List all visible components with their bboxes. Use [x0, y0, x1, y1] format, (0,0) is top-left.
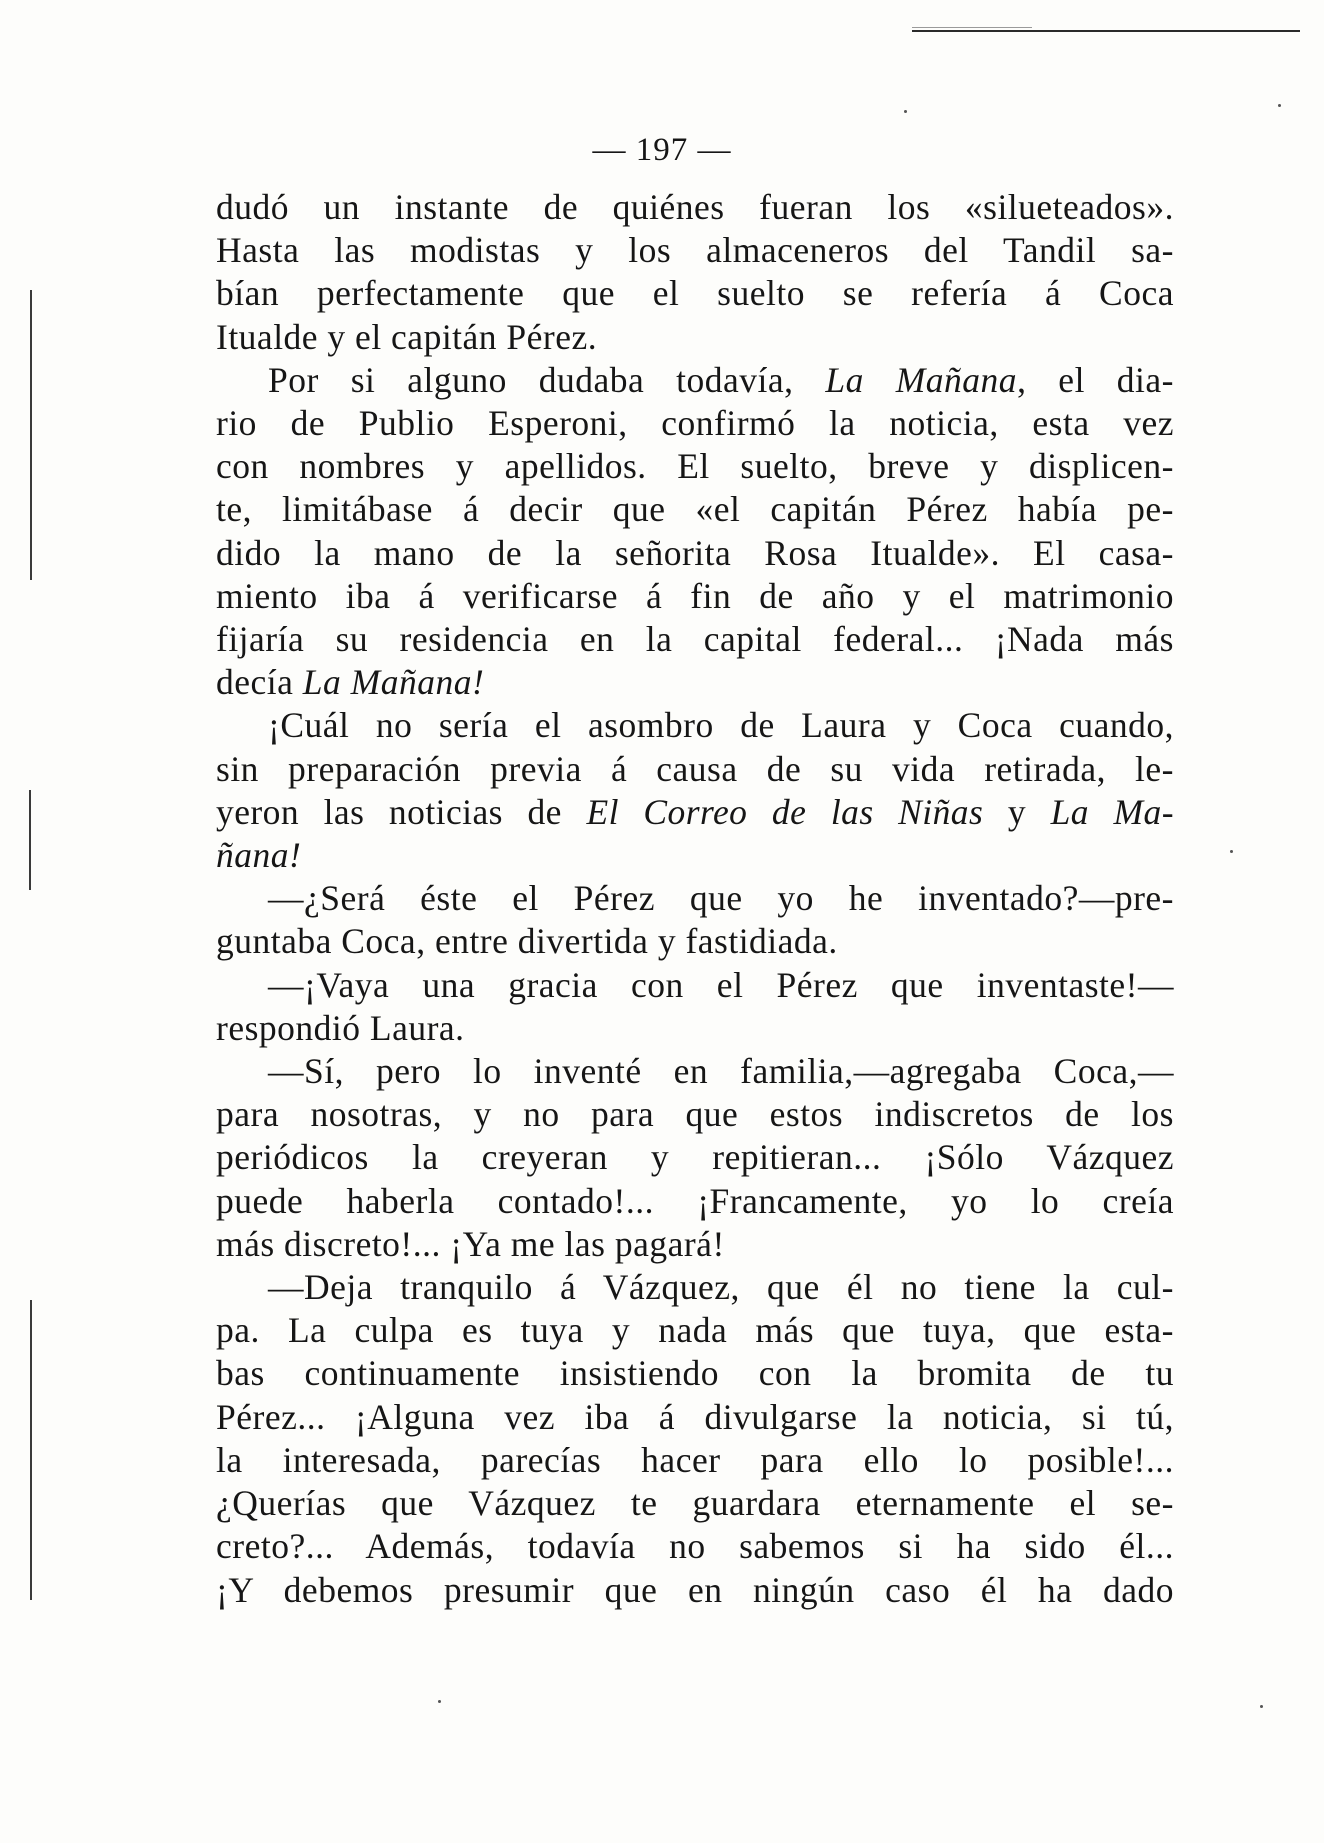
- newspaper-title: El Correo de las Niñas: [586, 791, 984, 832]
- speck: [1230, 850, 1233, 853]
- speck: [1278, 104, 1281, 107]
- text-line: dido la mano de la señorita Rosa Itualde». El casa-: [216, 532, 1174, 573]
- newspaper-title: La Mañana!: [302, 662, 485, 703]
- text-line: periódicos la creyeran y repitieran... ¡Sólo Vázquez: [216, 1137, 1174, 1178]
- text-line: [216, 359, 1174, 402]
- speck: [438, 1700, 441, 1703]
- text-line: Pérez... ¡Alguna vez iba á divulgarse la noticia, si tú,: [216, 1396, 1174, 1437]
- text-run: Por si alguno dudaba todavía,: [268, 359, 826, 400]
- text-line: más discreto!... ¡Ya me las pagará!: [216, 1223, 725, 1264]
- text-line: respondió Laura.: [216, 1007, 465, 1048]
- newspaper-title: La Mañana: [825, 359, 1018, 400]
- top-rule-thin: [912, 27, 1032, 28]
- text-line: Itualde y el capitán Pérez.: [216, 316, 598, 357]
- text-run: y: [983, 791, 1051, 832]
- text-line: te, limitábase á decir que «el capitán Pérez había pe-: [216, 489, 1174, 530]
- text-line: sin preparación previa á causa de su vida retirada, le-: [216, 748, 1174, 789]
- speck: [1260, 1705, 1263, 1708]
- text-line: con nombres y apellidos. El suelto, breve y displicen-: [216, 446, 1174, 487]
- text-line: ¡Cuál no sería el asombro de Laura y Coca cuando,: [268, 705, 1174, 746]
- text-line: ¿Querías que Vázquez te guardara eternamente el se-: [216, 1483, 1174, 1524]
- text-line: bían perfectamente que el suelto se refería á Coca: [216, 273, 1174, 314]
- text-line: creto?... Además, todavía no sabemos si ha sido él...: [216, 1526, 1174, 1567]
- top-rule: [912, 30, 1300, 32]
- newspaper-title: ñana!: [216, 835, 302, 876]
- text-line: dudó un instante de quiénes fueran los «silueteados».: [216, 187, 1174, 227]
- text-line: la interesada, parecías hacer para ello lo posible!...: [216, 1439, 1174, 1480]
- text-line: Hasta las modistas y los almaceneros del Tandil sa-: [216, 230, 1174, 271]
- text-line: pa. La culpa es tuya y nada más que tuya, que esta-: [216, 1310, 1174, 1351]
- text-line: rio de Publio Esperoni, confirmó la noticia, esta vez: [216, 403, 1174, 444]
- text-line: —Deja tranquilo á Vázquez, que él no tiene la cul-: [268, 1267, 1174, 1308]
- margin-line: [29, 790, 31, 890]
- text-line: —¡Vaya una gracia con el Pérez que inventaste!—: [268, 964, 1174, 1005]
- text-run: , el dia-: [1017, 359, 1174, 400]
- body-text: [216, 186, 1174, 1612]
- text-run: yeron las noticias de: [216, 791, 587, 832]
- text-line: guntaba Coca, entre divertida y fastidiada.: [216, 921, 838, 962]
- text-line: —¿Será éste el Pérez que yo he inventado?—pre-: [268, 878, 1174, 919]
- speck: [904, 110, 907, 113]
- text-line: [216, 791, 1174, 834]
- text-line: miento iba á verificarse á fin de año y el matrimonio: [216, 575, 1174, 616]
- text-line: —Sí, pero lo inventé en familia,—agregaba Coca,—: [268, 1051, 1174, 1092]
- text-run: decía: [216, 662, 303, 703]
- text-line: para nosotras, y no para que estos indiscretos de los: [216, 1094, 1174, 1135]
- page-number: — 197 —: [592, 132, 732, 168]
- text-line: puede haberla contado!... ¡Francamente, yo lo creía: [216, 1180, 1174, 1221]
- text-line: fijaría su residencia en la capital federal... ¡Nada más: [216, 619, 1174, 660]
- margin-line: [30, 290, 32, 580]
- text-line: [216, 834, 1174, 877]
- text-line: ¡Y debemos presumir que en ningún caso él ha dado: [216, 1569, 1174, 1610]
- margin-line: [30, 1300, 32, 1600]
- text-line: [216, 661, 1174, 704]
- text-line: bas continuamente insistiendo con la bromita de tu: [216, 1353, 1174, 1394]
- newspaper-title: La Ma-: [1050, 791, 1174, 832]
